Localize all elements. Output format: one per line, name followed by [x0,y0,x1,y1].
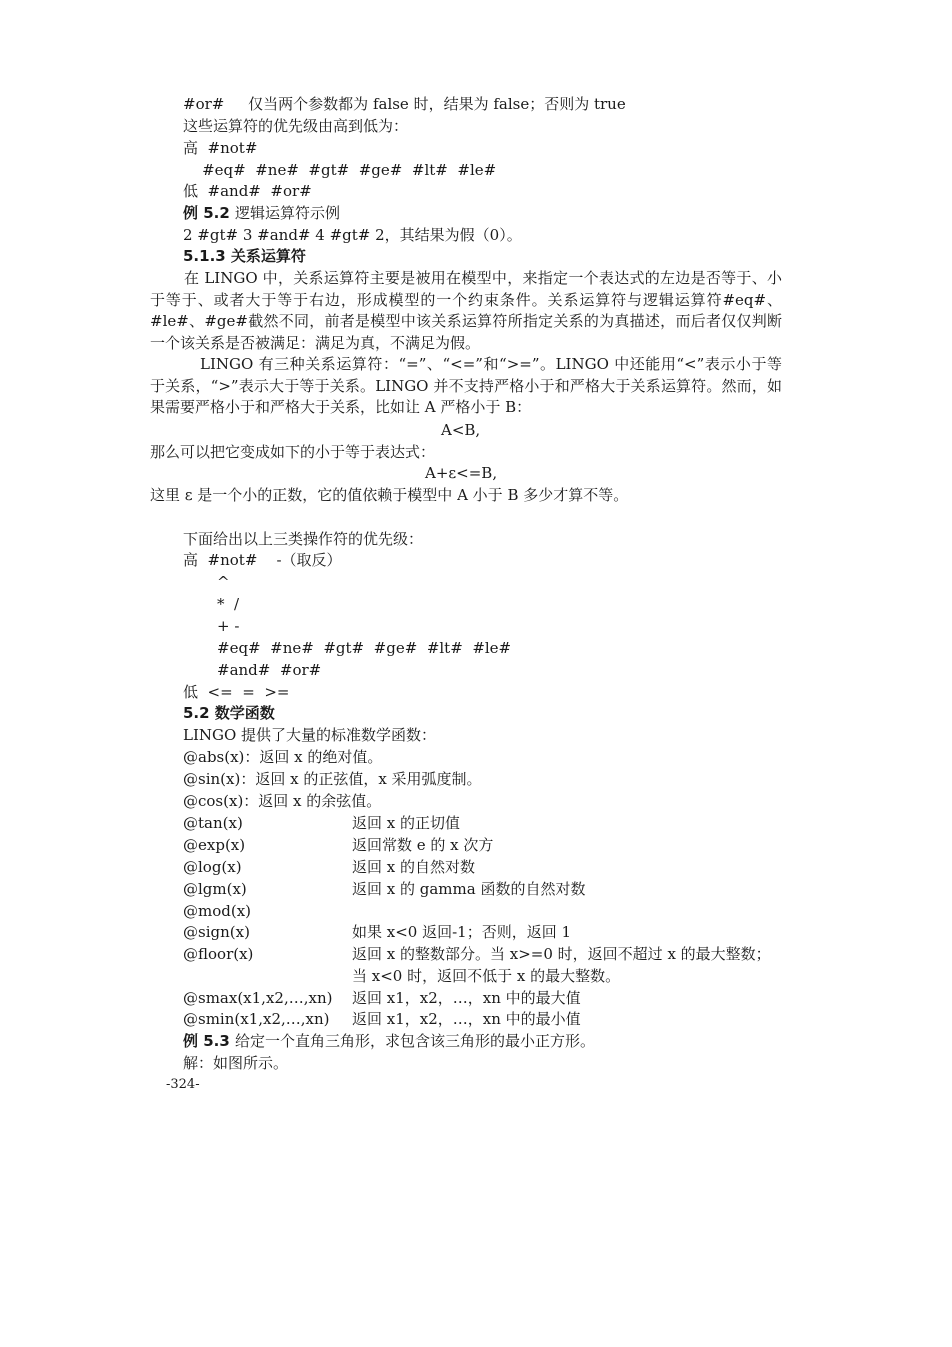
example-label: 例 5.2 [183,204,236,222]
func-mod-name: @mod(x) [183,902,252,920]
func-exp-desc: 返回常数 e 的 x 次方 [352,836,494,854]
func-cos: @cos(x)：返回 x 的余弦值。 [183,792,382,810]
paragraph-relational-1: 在 LINGO 中，关系运算符主要是被用在模型中，来指定一个表达式的左边是否等于、小于等于、或者大于等于右边，形成模型的一个约束条件。关系运算符与逻辑运算符#eq#、#le#、#ge#截然不同，前者是模型中该关系运算符所指定关系的为真描述，而后者仅仅判断一个该关系是否被满足：满足为真，不满足为假。 [150,269,782,352]
precedence-intro: 这些运算符的优先级由高到低为： [183,117,409,135]
func-exp-name: @exp(x) [183,836,246,854]
precedence-high: 高 #not# [183,139,258,157]
precedence2-high: 高 #not# -（取反） [183,551,342,569]
example-5-3: 例 5.3 给定一个直角三角形，求包含该三角形的最小正方形。 [183,1032,596,1050]
example-label: 例 5.3 [183,1032,236,1050]
section-5-2-heading: 5.2 数学函数 [183,704,275,722]
operators-precedence-intro: 下面给出以上三类操作符的优先级： [183,530,424,548]
precedence-mid: #eq# #ne# #gt# #ge# #lt# #le# [183,161,497,179]
func-tan-name: @tan(x) [183,814,243,832]
func-lgm-name: @lgm(x) [183,880,247,898]
precedence-low: 低 #and# #or# [183,182,312,200]
func-sign-name: @sign(x) [183,923,250,941]
func-smin-name: @smin(x1,x2,…,xn) [183,1010,330,1028]
precedence2-addsub: + - [217,617,240,635]
precedence2-logic: #and# #or# [217,661,322,679]
func-smin-desc: 返回 x1，x2，…，xn 中的最小值 [352,1010,581,1028]
func-floor-desc: 返回 x 的整数部分。当 x>=0 时，返回不超过 x 的最大整数； [352,945,771,963]
example-5-3-solution: 解：如图所示。 [183,1054,289,1072]
precedence2-compare: #eq# #ne# #gt# #ge# #lt# #le# [217,639,512,657]
func-log-desc: 返回 x 的自然对数 [352,858,475,876]
epsilon-explanation: 这里 ε 是一个小的正数，它的值依赖于模型中 A 小于 B 多少才算不等。 [150,486,629,504]
func-sign-desc: 如果 x<0 返回-1；否则，返回 1 [352,923,572,941]
func-tan-desc: 返回 x 的正切值 [352,814,460,832]
math-functions-intro: LINGO 提供了大量的标准数学函数： [183,726,437,744]
func-log-name: @log(x) [183,858,242,876]
func-floor-name: @floor(x) [183,945,254,963]
func-lgm-desc: 返回 x 的 gamma 函数的自然对数 [352,880,586,898]
formula-epsilon: A+ε<=B, [425,464,498,482]
func-floor-desc-2: 当 x<0 时，返回不低于 x 的最大整数。 [352,967,621,985]
precedence2-muldiv: * / [217,595,240,613]
func-abs: @abs(x)：返回 x 的绝对值。 [183,748,383,766]
formula-a-less-b: A<B, [441,421,481,439]
example-5-2: 例 5.2 逻辑运算符示例 [183,204,341,222]
or-operator-line: #or# 仅当两个参数都为 false 时，结果为 false；否则为 true [183,95,626,113]
transform-line: 那么可以把它变成如下的小于等于表达式： [150,443,436,461]
func-sin: @sin(x)：返回 x 的正弦值，x 采用弧度制。 [183,770,482,788]
precedence2-low: 低 <= = >= [183,683,290,701]
paragraph-relational-2: LINGO 有三种关系运算符：“=”、“<=”和“>=”。LINGO 中还能用“<”表示小于等于关系，“>”表示大于等于关系。LINGO 并不支持严格小于和严格大于关系运算符。然而，如果需要严格小于和严格大于关系，比如让 A 严格小于 B： [150,355,782,416]
func-smax-desc: 返回 x1，x2，…，xn 中的最大值 [352,989,581,1007]
page-number: -324- [166,1077,200,1092]
func-smax-name: @smax(x1,x2,…,xn) [183,989,333,1007]
section-5-1-3-heading: 5.1.3 关系运算符 [183,247,306,265]
precedence2-power: ^ [217,573,230,591]
example-5-2-code: 2 #gt# 3 #and# 4 #gt# 2，其结果为假（0）。 [183,226,522,244]
